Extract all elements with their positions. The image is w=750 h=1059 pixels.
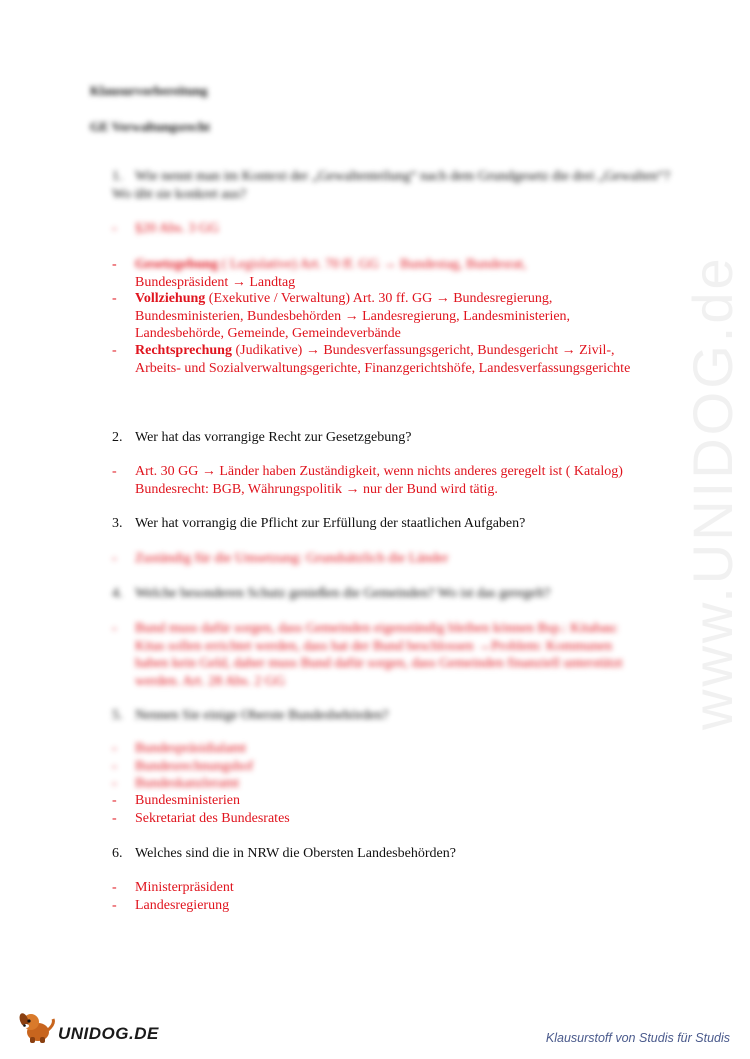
- answer-text: Art. 30 GG → Länder haben Zuständigkeit, wenn nichts anderes geregelt ist ( Katalog) Bundesrecht: BGB, Währungspolitik → nur der Bund wird tätig.: [135, 464, 623, 497]
- question-4: [112, 585, 672, 603]
- list-item: - Bundesministerien: [112, 793, 240, 808]
- question-text: Wie nennt man im Kontext der „Gewaltenteilung“ nach dem Grundgesetz die drei „Gewalten“? Wo übt sie konkret aus?: [112, 169, 671, 202]
- answer-text: (Judikative) → Bundesverfassungsgericht, Bundesgericht → Zivil-, Arbeits- und Sozialverwaltungsgerichte, Finanzgerichtshöfe, Landesverfassungsgerichte: [135, 343, 631, 376]
- question-text: Welche besonderen Schutz genießen die Gemeinden? Wo ist das geregelt?: [135, 586, 551, 601]
- question-1: [112, 168, 672, 204]
- dog-mascot-icon: [18, 1010, 56, 1044]
- answer-item: - Art. 30 GG → Länder haben Zuständigkeit, wenn nichts anderes geregelt ist ( Katalog) Bundesrecht: BGB, Währungspolitik → nur der Bund wird tätig.: [112, 463, 667, 498]
- answer-lead: Gesetzgebung: [135, 257, 219, 272]
- answer-text-continued: Bundespräsident → Landtag: [135, 274, 296, 290]
- answer-text: §20 Abs. 3 GG: [135, 221, 220, 236]
- question-number: 5.: [112, 708, 123, 723]
- answer-item: - §20 Abs. 3 GG: [112, 220, 692, 238]
- answer-lead: Vollziehung: [135, 291, 206, 306]
- list-item: - Landesregierung: [112, 898, 230, 913]
- list-item: - Sekretariat des Bundesrates: [112, 811, 290, 826]
- answer-text: (Exekutive / Verwaltung) Art. 30 ff. GG → Bundesregierung, Bundesministerien, Bundesbehörden → Landesregierung, Landesministerien, Landesbehörde, Gemeinde, Gemeindeverbände: [135, 291, 571, 342]
- logo-text: UNIDOG.DE: [58, 1024, 159, 1043]
- list-item: - Ministerpräsident: [112, 880, 234, 895]
- answer-text: ( Legislative) Art. 70 ff. GG → Bundestag, Bundesrat,: [218, 257, 527, 272]
- question-number: 3.: [112, 516, 123, 531]
- answer-item: - Rechtsprechung (Judikative) → Bundesverfassungsgericht, Bundesgericht → Zivil-, Arbeits- und Sozialverwaltungsgerichte, Finanzgerichtshöfe, Landesverfassungsgerichte: [112, 343, 631, 376]
- watermark: www.UNIDOG.de: [681, 255, 744, 730]
- answer-text: Bund muss dafür sorgen, dass Gemeinden eigenständig bleiben können Bsp.: Kitabau: Kitas sollen errichtet werden, dass hat der Bund beschlossen →Problem: Kommunen haben kein Geld, daher muss Bund dafür sorgen, dass Gemeinden finanziell unterstützt werden. Art. 28 Abs. 2 GG: [135, 621, 623, 689]
- question-6: [112, 845, 672, 863]
- answer-item: - Zuständig für die Umsetzung: Grundsätzlich die Länder: [112, 550, 692, 568]
- answer-item: - Vollziehung (Exekutive / Verwaltung) Art. 30 ff. GG → Bundesregierung, Bundesministerien, Bundesbehörden → Landesregierung, Landesministerien, Landesbehörde, Gemeinde, Gemeindeverbände: [112, 291, 571, 342]
- question-number: 6.: [112, 846, 123, 861]
- list-item: - Bundeskanzleramt: [112, 776, 240, 791]
- answer-item: - Bund muss dafür sorgen, dass Gemeinden eigenständig bleiben können Bsp.: Kitabau: Kitas sollen errichtet werden, dass hat der Bund beschlossen →Problem: Kommunen haben kein Geld, daher muss Bund dafür sorgen, dass Gemeinden finanziell unterstützt werden. Art. 28 Abs. 2 GG: [112, 620, 632, 690]
- question-text: Nennen Sie einige Oberste Bundesbehörden?: [135, 708, 389, 723]
- footer-slogan: Klausurstoff von Studis für Studis: [545, 1031, 730, 1045]
- question-number: 4.: [112, 586, 123, 601]
- question-2: [112, 429, 672, 447]
- list-item: - Bundespräsidialamt: [112, 741, 247, 756]
- question-text: Wer hat vorrangig die Pflicht zur Erfüllung der staatlichen Aufgaben?: [135, 516, 526, 531]
- answer-lead: Rechtsprechung: [135, 343, 232, 358]
- question-5: [112, 707, 672, 725]
- document-subtitle: GE Verwaltungsrecht: [90, 119, 211, 134]
- question-number: 1.: [112, 169, 123, 184]
- question-3: [112, 515, 672, 533]
- question-number: 2.: [112, 430, 123, 445]
- question-text: Welches sind die in NRW die Obersten Landesbehörden?: [135, 846, 456, 861]
- question-text: Wer hat das vorrangige Recht zur Gesetzgebung?: [135, 430, 412, 445]
- answer-item: - Gesetzgebung ( Legislative) Art. 70 ff. GG → Bundestag, Bundesrat, Bundespräsident → Landtag: [112, 257, 527, 290]
- answer-text: Zuständig für die Umsetzung: Grundsätzlich die Länder: [135, 551, 449, 566]
- list-item: - Bundesrechnungshof: [112, 759, 254, 774]
- brand-logo[interactable]: [18, 1010, 159, 1044]
- document-title: Klausurvorbereitung: [90, 83, 208, 98]
